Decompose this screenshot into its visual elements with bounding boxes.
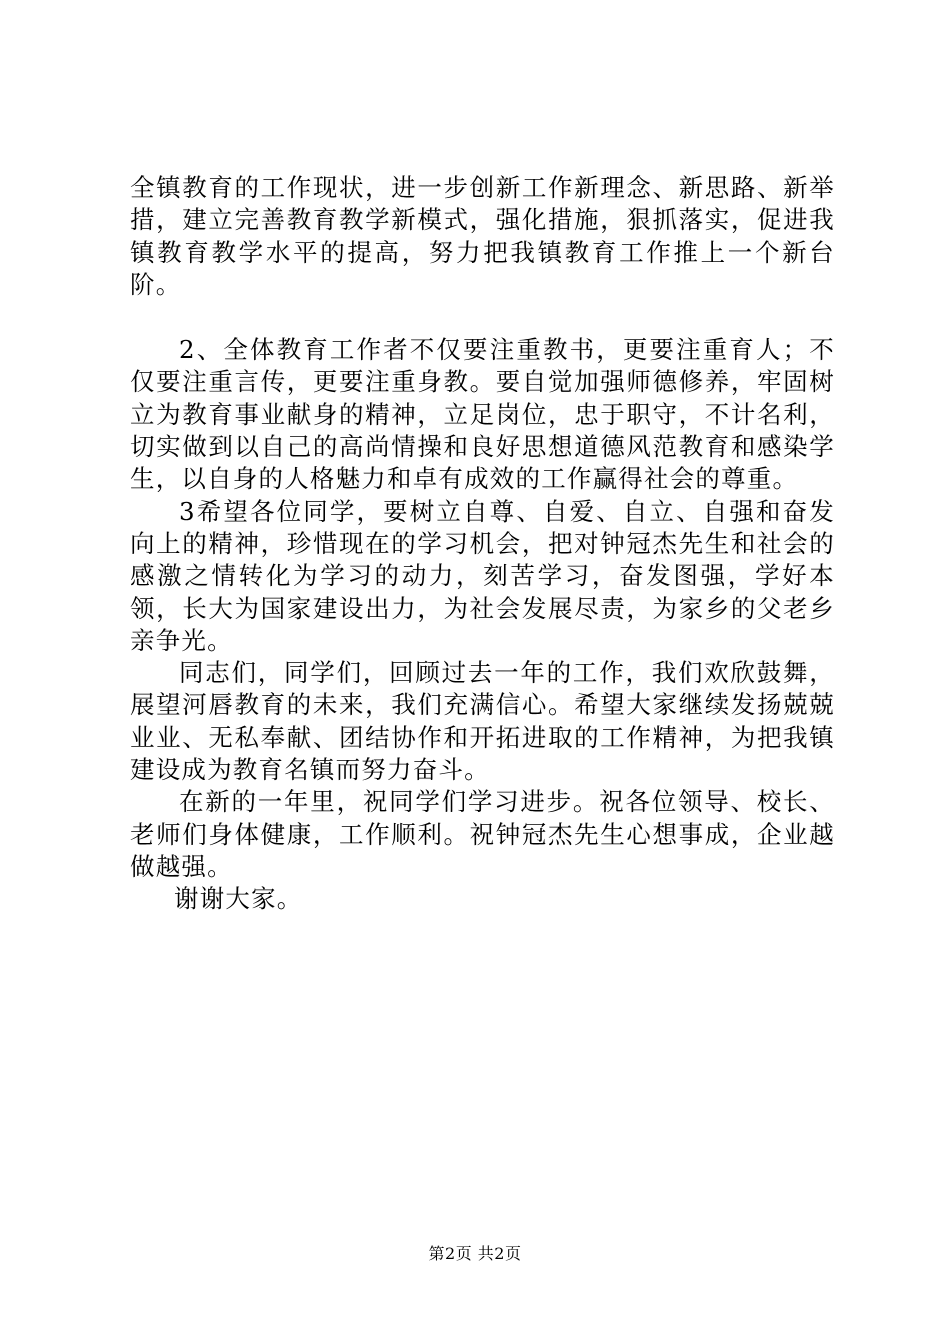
paragraph-comrades: 同志们，同学们，回顾过去一年的工作，我们欢欣鼓舞，展望河唇教育的未来，我们充满信心。希望大家继续发扬兢兢业业、无私奉献、团结协作和开拓进取的工作精神，为把我镇建设成为教育名镇而努力奋斗。 <box>130 658 835 785</box>
paragraph-new-year-wishes: 在新的一年里，祝同学们学习进步。祝各位领导、校长、老师们身体健康，工作顺利。祝钟冠杰先生心想事成，企业越做越强。 <box>130 787 835 881</box>
page-number-footer: 第2页 共2页 <box>428 1244 522 1263</box>
paragraph-point-2: 2、全体教育工作者不仅要注重教书，更要注重育人；不仅要注重言传，更要注重身教。要自觉加强师德修养，牢固树立为教育事业献身的精神，立足岗位，忠于职守，不计名利，切实做到以自己的高尚情操和良好思想道德风范教育和感染学生，以自身的人格魅力和卓有成效的工作赢得社会的尊重。 <box>130 335 835 494</box>
paragraph-point-3: 3希望各位同学，要树立自尊、自爱、自立、自强和奋发向上的精神，珍惜现在的学习机会，把对钟冠杰先生和社会的感激之情转化为学习的动力，刻苦学习，奋发图强，学好本领，长大为国家建设出力，为社会发展尽责，为家乡的父老乡亲争光。 <box>130 496 835 655</box>
paragraph-continuation: 全镇教育的工作现状，进一步创新工作新理念、新思路、新举措，建立完善教育教学新模式，强化措施，狠抓落实，促进我镇教育教学水平的提高，努力把我镇教育工作推上一个新台阶。 <box>130 173 835 299</box>
paragraph-gap <box>130 301 835 334</box>
paragraph-thanks: 谢谢大家。 <box>174 884 303 914</box>
document-body <box>130 172 835 916</box>
